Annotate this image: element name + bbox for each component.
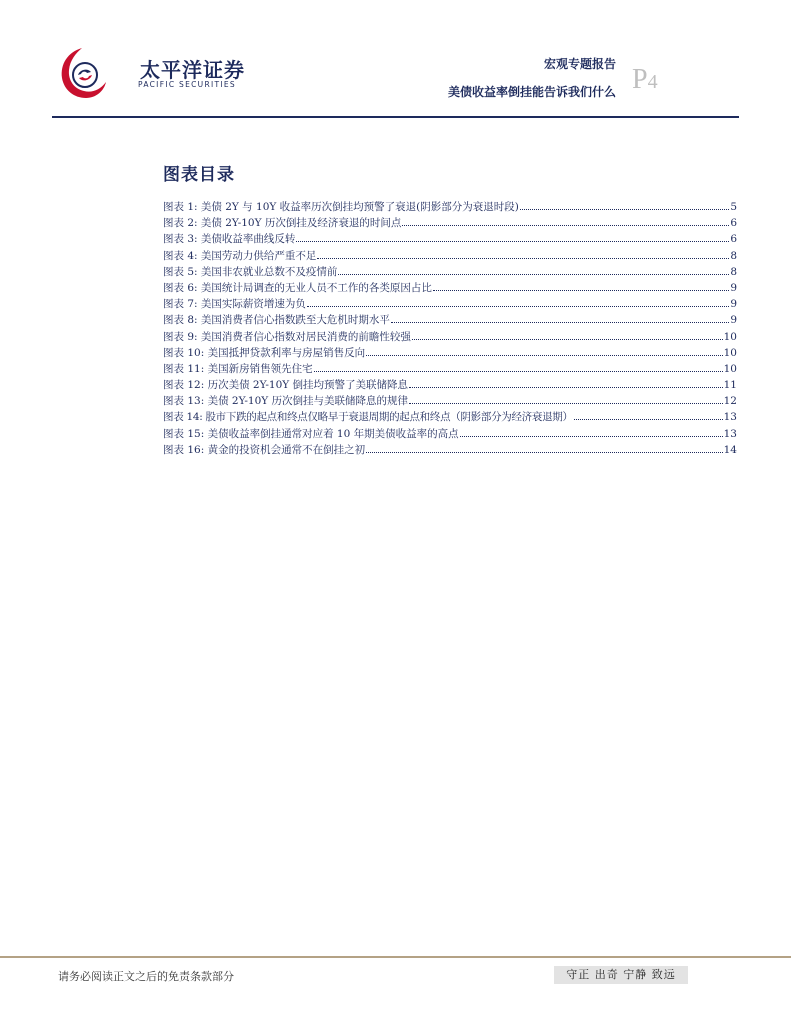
toc-leader <box>574 418 723 420</box>
toc-list <box>163 199 737 458</box>
toc-entry-label: 图表 9: 美国消费者信心指数对居民消费的前瞻性较强 <box>163 330 411 343</box>
toc-leader <box>520 208 729 210</box>
toc-entry-label: 图表 15: 美债收益率倒挂通常对应着 10 年期美债收益率的高点 <box>163 427 459 440</box>
toc-entry-page: 5 <box>730 201 737 213</box>
toc-entry[interactable] <box>163 215 737 231</box>
page-letter: P <box>632 64 648 95</box>
toc-leader <box>317 257 729 259</box>
toc-leader <box>412 338 723 340</box>
toc-entry-label: 图表 7: 美国实际薪资增速为负 <box>163 298 306 311</box>
page-indicator <box>632 64 658 96</box>
toc-entry[interactable] <box>163 426 737 442</box>
toc-entry[interactable] <box>163 329 737 345</box>
toc-title: 图表目录 <box>163 165 235 185</box>
toc-entry-label: 图表 8: 美国消费者信心指数跌至大危机时期水平 <box>163 314 390 327</box>
toc-entry-page: 10 <box>723 330 737 343</box>
toc-entry-page: 8 <box>730 249 737 262</box>
toc-entry-page: 10 <box>723 346 737 359</box>
toc-leader <box>366 354 723 356</box>
toc-entry[interactable] <box>163 199 737 215</box>
toc-entry[interactable] <box>163 361 737 377</box>
toc-leader <box>409 402 723 404</box>
toc-entry[interactable] <box>163 296 737 312</box>
toc-entry-page: 13 <box>723 411 737 424</box>
footer-divider <box>0 956 791 958</box>
toc-entry-label: 图表 5: 美国非农就业总数不及疫情前 <box>163 265 338 278</box>
toc-leader <box>460 435 723 437</box>
toc-entry-page: 10 <box>723 362 737 375</box>
toc-entry[interactable] <box>163 345 737 361</box>
toc-entry-label: 图表 10: 美国抵押贷款利率与房屋销售反向 <box>163 346 366 359</box>
footer-disclaimer: 请务必阅读正文之后的免责条款部分 <box>58 970 234 983</box>
header-divider <box>52 116 739 118</box>
page-number: 4 <box>647 71 658 93</box>
toc-entry[interactable] <box>163 409 737 425</box>
toc-entry-page: 6 <box>730 217 737 230</box>
toc-entry-page: 13 <box>723 427 737 440</box>
toc-entry-label: 图表 1: 美债 2Y 与 10Y 收益率历次倒挂均预警了衰退(阴影部分为衰退时段) <box>163 201 519 213</box>
toc-entry-page: 9 <box>730 298 737 311</box>
toc-entry-page: 9 <box>730 314 737 327</box>
pacific-securities-logo-icon <box>56 44 108 102</box>
toc-leader <box>307 305 729 307</box>
toc-entry-label: 图表 16: 黄金的投资机会通常不在倒挂之初 <box>163 443 366 456</box>
logo-chinese-name: 太平洋证券 <box>140 58 245 82</box>
toc-entry-label: 图表 11: 美国新房销售领先住宅 <box>163 362 313 375</box>
toc-leader <box>296 240 729 242</box>
report-subtitle: 美债收益率倒挂能告诉我们什么 <box>447 85 616 99</box>
toc-leader <box>391 321 729 323</box>
toc-entry-label: 图表 3: 美债收益率曲线反转 <box>163 233 296 246</box>
toc-entry-label: 图表 6: 美国统计局调查的无业人员不工作的各类原因占比 <box>163 281 432 294</box>
toc-entry[interactable] <box>163 377 737 393</box>
toc-entry-page: 12 <box>723 395 737 408</box>
toc-leader <box>366 451 723 453</box>
toc-entry[interactable] <box>163 280 737 296</box>
toc-entry-label: 图表 14: 股市下跌的起点和终点仅略早于衰退周期的起点和终点（阴影部分为经济衰退期） <box>163 411 573 424</box>
toc-entry-label: 图表 13: 美债 2Y-10Y 历次倒挂与美联储降息的规律 <box>163 395 409 408</box>
toc-leader <box>409 386 723 388</box>
toc-entry[interactable] <box>163 248 737 264</box>
logo-english-name: PACIFIC SECURITIES <box>138 80 236 89</box>
toc-leader <box>314 370 723 372</box>
toc-entry-label: 图表 4: 美国劳动力供给严重不足 <box>163 249 317 262</box>
toc-entry[interactable] <box>163 312 737 328</box>
toc-entry-page: 9 <box>730 281 737 294</box>
toc-entry-page: 11 <box>723 379 737 392</box>
toc-leader <box>402 224 729 226</box>
toc-entry[interactable] <box>163 264 737 280</box>
company-logo <box>56 44 245 104</box>
toc-entry-label: 图表 12: 历次美债 2Y-10Y 倒挂均预警了美联储降息 <box>163 379 409 392</box>
toc-entry-page: 6 <box>730 233 737 246</box>
toc-entry-label: 图表 2: 美债 2Y-10Y 历次倒挂及经济衰退的时间点 <box>163 217 402 230</box>
footer-motto: 守正 出奇 宁静 致远 <box>554 966 688 984</box>
toc-entry[interactable] <box>163 231 737 247</box>
toc-leader <box>338 273 729 275</box>
toc-entry-page: 8 <box>730 265 737 278</box>
toc-entry-page: 14 <box>723 443 737 456</box>
toc-entry[interactable] <box>163 393 737 409</box>
report-category: 宏观专题报告 <box>543 57 616 71</box>
toc-leader <box>433 289 729 291</box>
toc-entry[interactable] <box>163 442 737 458</box>
